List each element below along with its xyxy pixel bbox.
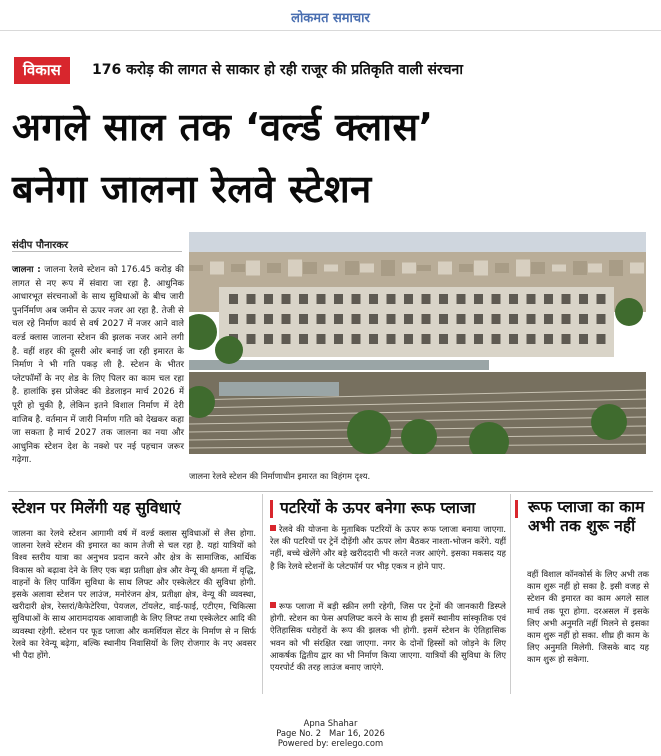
roof-plaza-heading: पटरियों के ऊपर बनेगा रूफ प्लाजा xyxy=(280,499,476,517)
house xyxy=(189,265,203,271)
house xyxy=(303,262,317,274)
roof-plaza-paragraph-2 xyxy=(270,600,506,673)
tree xyxy=(189,314,217,350)
window xyxy=(544,314,553,324)
window xyxy=(282,294,291,304)
window xyxy=(509,334,518,344)
window xyxy=(422,334,431,344)
window xyxy=(439,334,448,344)
window xyxy=(334,314,343,324)
masthead: लोकमत समाचार xyxy=(291,11,370,26)
house xyxy=(516,260,530,277)
house xyxy=(630,263,644,274)
window xyxy=(439,314,448,324)
headline-line-1: अगले साल तक ‘वर्ल्ड क्लास’ xyxy=(12,105,434,149)
window xyxy=(317,294,326,304)
house xyxy=(246,261,260,276)
house xyxy=(402,263,416,274)
tree xyxy=(215,336,243,364)
headline-line-2: बनेगा जालना रेलवे स्टेशन xyxy=(12,167,372,211)
window xyxy=(404,314,413,324)
window xyxy=(492,294,501,304)
window xyxy=(404,294,413,304)
window xyxy=(369,334,378,344)
window xyxy=(369,314,378,324)
window xyxy=(282,334,291,344)
column-divider-1 xyxy=(262,494,263,694)
photo-building xyxy=(219,287,614,357)
roof-plaza-paragraph-2-text: रूफ प्लाजा में बड़ी स्क्रीन लगी रहेगी, जिस पर ट्रेनों की जानकारी डिस्प्ले होगी. स्टेशन का फेस अपलिफ्ट करने के साथ ही इसमें स्थानीय सांस्कृतिक एवं ऐतिहासिक धरोहरों के रूप की झलक भी होगी. इसमें स्टेशन के ऐतिहासिक भवन को भी संरक्षित रखा जाएगा. नगर के दोनों हिस्सों को जोड़ने के लिए आकर्षक द्वितीय द्वार का भी निर्माण किया जाएगा. यात्रियों की सुविधा के लिए एयरपोर्ट की तरह लाउंज बनाए जाएंगे. xyxy=(270,601,506,673)
window xyxy=(597,334,606,344)
kicker-tag: विकास xyxy=(14,57,70,84)
tree xyxy=(591,404,627,440)
window xyxy=(264,314,273,324)
window xyxy=(562,334,571,344)
house xyxy=(573,261,587,275)
window xyxy=(562,314,571,324)
window xyxy=(597,294,606,304)
window xyxy=(544,294,553,304)
window xyxy=(317,314,326,324)
work-status-heading: रूफ प्लाजा का काम अभी तक शुरू नहीं xyxy=(528,498,645,535)
lead-paragraph xyxy=(12,264,184,468)
window xyxy=(282,314,291,324)
window xyxy=(527,314,536,324)
window xyxy=(229,294,238,304)
dateline: जालना : xyxy=(12,265,41,275)
kicker-text: 176 करोड़ की लागत से साकार हो रही राजूर की प्रतिकृति वाली संरचना xyxy=(92,62,463,78)
house xyxy=(288,260,302,277)
window xyxy=(247,334,256,344)
house xyxy=(438,262,452,275)
window xyxy=(474,294,483,304)
lead-text: जालना रेलवे स्टेशन को 176.45 करोड़ की लागत से नए रूप में संवारा जा रहा है. आधुनिक आधारभूत संरचनाओं के साथ सुविधाओं के बीच जारी पुनर्निर्माण अब जमीन से ऊपर नजर आ रहा है. तेजी से चल रहे निर्माण कार्य से वर्ष 2027 में नजर आने वाले वर्ल्ड क्लास जालना स्टेशन की झलक नजर आने लगी है. वहीं शहर की दूसरी ओर बनाई जा रही इमारत के निर्माण ने भी गति पकड़ ली है. स्टेशन के भीतर प्लेटफॉर्मों के नए शेड के लिए पिलर का काम चल रहा है. हालांकि इस प्रोजेक्ट की डेडलाइन मार्च 2026 में पूरी हो चुकी है, लेकिन इतने विशाल निर्माण में देरी वाजिब है. वर्तमान में जारी निर्माण गति को देखकर कहा जा सकता है मार्च 2027 तक जालना का नया और आधुनिक स्टेशन देश के नक्शे पर नई पहचान जरूर गढ़ेगा. xyxy=(12,265,184,466)
window xyxy=(422,294,431,304)
column-divider-2 xyxy=(510,494,511,694)
window xyxy=(247,314,256,324)
masthead-divider xyxy=(0,30,661,31)
work-status-text: वहीं विशाल कॉनकोर्स के लिए अभी तक काम शुरू नहीं हो सका है. इसी वजह से स्टेशन की इमारत का काम अगले साल मार्च तक पूरा होगा. दरअसल में इसके लिए अभी अनुमति नहीं मिलने से इसका काम शुरू नहीं हो सका. शीघ्र ही काम के लिए अनुमति मिलेगी. जिसके बाद यह काम शुरू हो सकेगा. xyxy=(527,569,649,665)
window xyxy=(492,314,501,324)
window xyxy=(509,314,518,324)
roof-plaza-paragraph-1-text: रेलवे की योजना के मुताबिक पटरियों के ऊपर रूफ प्लाजा बनाया जाएगा. रेल की पटरियों पर ट्रेनें दौड़ेंगी और ऊपर लोग बैठकर नाश्ता-भोजन करेंगे. यहीं नहीं, बच्चे खेलेंगे और बड़े खरीददारी भी करते नजर आएंगे. इसका मकसद यह है कि रेलवे स्टेशनों के प्लेटफॉर्म पर भीड़ एकत्र न होने पाए. xyxy=(270,524,506,571)
house xyxy=(609,260,623,276)
window xyxy=(527,294,536,304)
section-divider xyxy=(8,491,653,492)
window xyxy=(527,334,536,344)
house xyxy=(360,264,374,273)
work-status-heading-marker xyxy=(515,500,518,518)
house xyxy=(345,261,359,275)
window xyxy=(404,334,413,344)
window xyxy=(352,314,361,324)
house xyxy=(459,264,473,272)
footer-page-info xyxy=(0,728,661,738)
aerial-view-illustration xyxy=(189,232,646,454)
window xyxy=(299,294,308,304)
house xyxy=(267,263,281,273)
byline-divider xyxy=(12,251,182,252)
window xyxy=(597,314,606,324)
window xyxy=(579,314,588,324)
footer-powered: Powered by: erelego.com xyxy=(277,738,384,748)
window xyxy=(492,334,501,344)
window xyxy=(264,294,273,304)
window xyxy=(544,334,553,344)
tree xyxy=(347,410,391,454)
bullet-icon xyxy=(270,525,276,531)
window xyxy=(229,314,238,324)
footer-edition: Apna Shahar xyxy=(303,718,358,728)
facilities-heading: स्टेशन पर मिलेंगी यह सुविधाएं xyxy=(12,499,181,517)
window xyxy=(299,314,308,324)
bullet-icon xyxy=(270,602,276,608)
house xyxy=(417,265,431,271)
byline: संदीप पौनारकर xyxy=(12,240,69,251)
window xyxy=(579,294,588,304)
window xyxy=(299,334,308,344)
page-footer xyxy=(0,718,661,748)
house xyxy=(324,265,338,272)
window xyxy=(439,294,448,304)
roof-plaza-paragraph-1 xyxy=(270,523,506,572)
house xyxy=(552,265,566,272)
house xyxy=(210,262,224,275)
photo-platform-shed xyxy=(219,382,339,396)
window xyxy=(334,334,343,344)
window xyxy=(352,334,361,344)
window xyxy=(352,294,361,304)
window xyxy=(422,314,431,324)
house xyxy=(381,260,395,276)
window xyxy=(387,294,396,304)
window xyxy=(387,314,396,324)
house xyxy=(588,264,602,273)
window xyxy=(369,294,378,304)
window xyxy=(334,294,343,304)
window xyxy=(457,314,466,324)
house xyxy=(231,264,245,272)
house xyxy=(495,263,509,273)
window xyxy=(474,334,483,344)
roof-plaza-heading-marker xyxy=(270,500,273,518)
window xyxy=(457,294,466,304)
photo-caption: जालना रेलवे स्टेशन की निर्माणाधीन इमारत का विहंगम दृश्य. xyxy=(189,471,371,481)
window xyxy=(387,334,396,344)
window xyxy=(264,334,273,344)
station-photo xyxy=(189,232,646,454)
tree xyxy=(401,419,437,454)
window xyxy=(457,334,466,344)
window xyxy=(317,334,326,344)
tree xyxy=(615,298,643,326)
footer-date: Mar 16, 2026 xyxy=(329,728,385,738)
window xyxy=(562,294,571,304)
house xyxy=(531,262,545,274)
window xyxy=(247,294,256,304)
facilities-text: जालना का रेलवे स्टेशन आगामी वर्ष में वर्ल्ड क्लास सुविधाओं से लैस होगा. जालना रेलवे स्टेशन की इमारत का काम तेजी से चल रहा है. यहां यात्रियों को विश्व स्तरीय यात्रा का अनुभव प्रदान करने और क्षेत्र के सामाजिक, आर्थिक विकास को बढ़ावा देने के लिए एक बड़ा प्रतीक्षा क्षेत्र और वेन्यू की क्षमता में वृद्धि, वाहनों के लिए पार्किंग सुविधा के साथ लिफ्ट और एस्केलेटर की सुविधा होगी. इसके अलावा स्टेशन पर लाउंज, मनोरंजन क्षेत्र, प्रतीक्षा क्षेत्र, वेन्यू की व्यवस्था, खरीदारी क्षेत्र, रेस्तरां/कैफेटेरिया, पेयजल, टॉयलेट, वाई-फाई, एटीएम, चिकित्सा सुविधाओं के साथ आरामदायक आवाजाही के लिए लिफ्ट तथा एस्केलेटर आदि की व्यवस्था रहेगी. स्टेशन पर फूड प्लाजा और कमर्शियल सेंटर के निर्माण से न सिर्फ रेलवे का रेवेन्यू बढ़ेगा, बल्कि स्थानीय निवासियों के लिए रोजगार के नए अवसर भी पैदा होंगे. xyxy=(12,528,256,661)
window xyxy=(509,294,518,304)
footer-page: Page No. 2 xyxy=(276,728,322,738)
window xyxy=(579,334,588,344)
house xyxy=(474,261,488,276)
window xyxy=(474,314,483,324)
